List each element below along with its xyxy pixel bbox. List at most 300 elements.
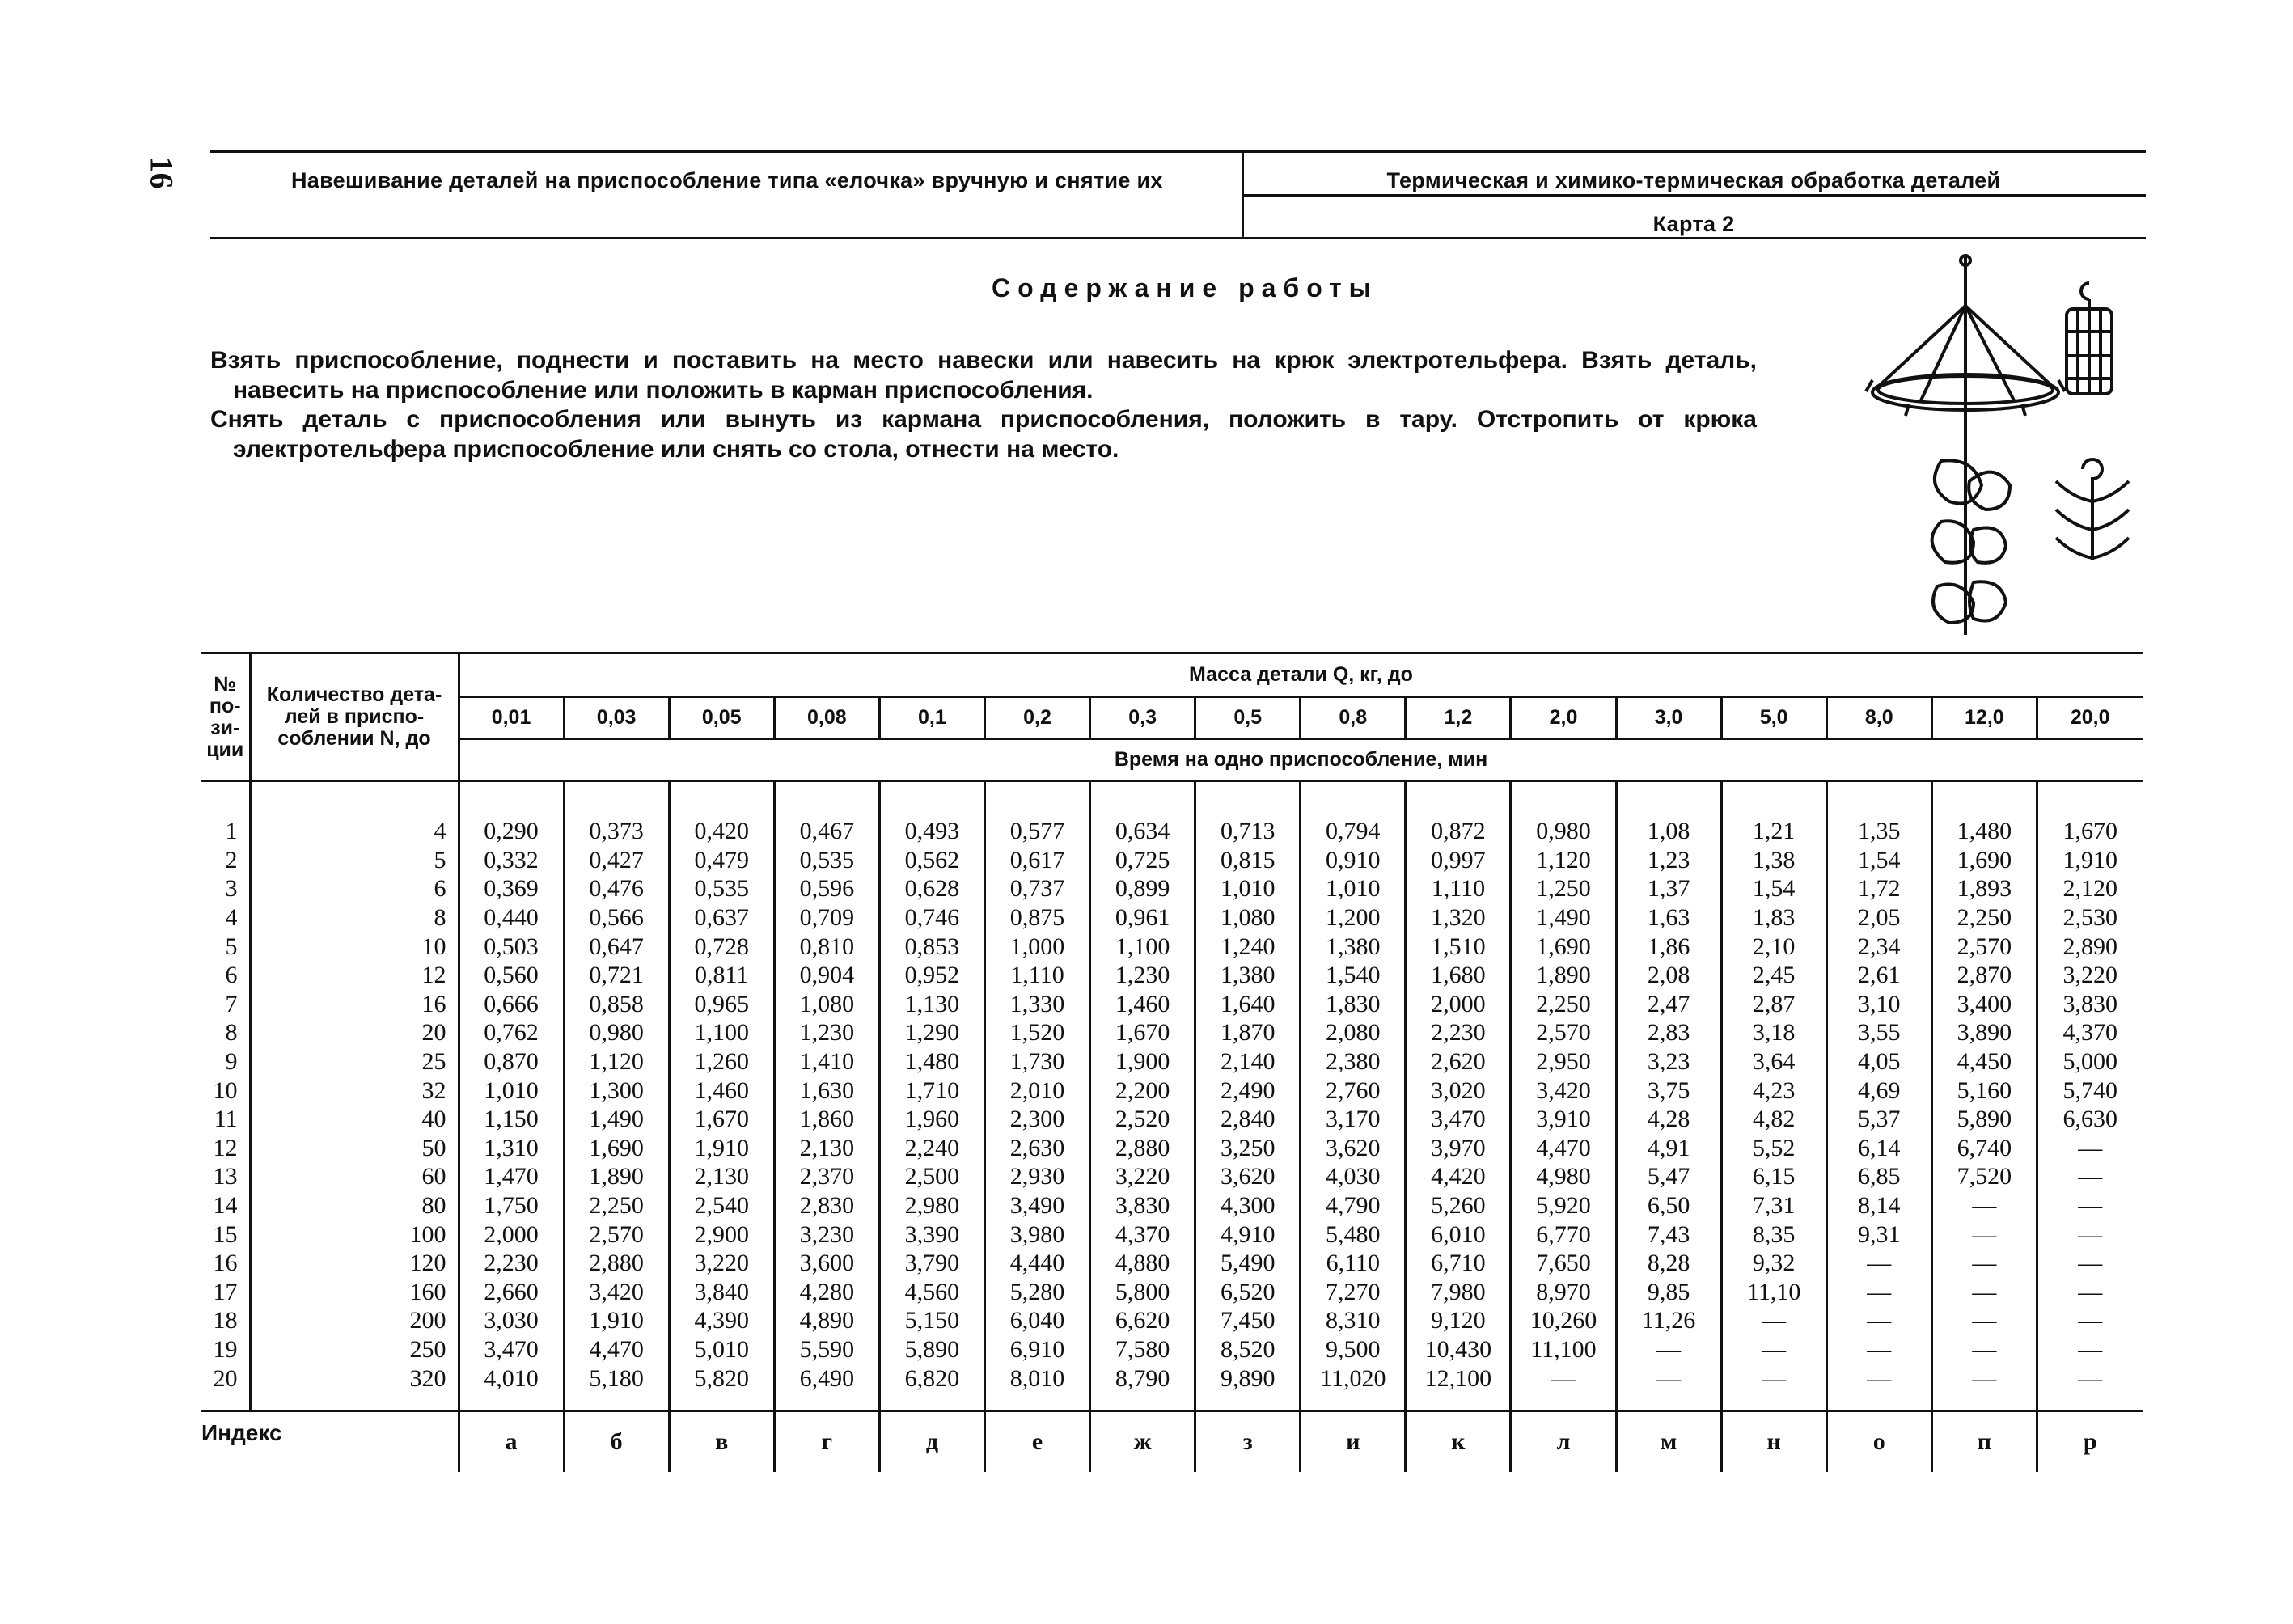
time-value: — [2037, 1220, 2142, 1250]
time-value: 1,540 [1301, 961, 1406, 990]
row-position-number: 9 [225, 1048, 238, 1076]
time-value: 5,280 [984, 1278, 1089, 1307]
time-value: 2,000 [1406, 990, 1511, 1019]
row-position-number: 20 [213, 1364, 238, 1392]
time-value: 2,570 [1931, 933, 2037, 962]
spacer-cell [1301, 1393, 1406, 1410]
spacer-cell [459, 1393, 564, 1410]
spacer-cell [1616, 781, 1721, 818]
time-value: 3,55 [1826, 1019, 1931, 1048]
time-value: 5,260 [1406, 1191, 1511, 1220]
time-value: 5,160 [1931, 1076, 2037, 1106]
index-letter: а [459, 1410, 564, 1472]
time-value: 3,830 [1090, 1191, 1195, 1220]
time-value: 1,110 [1406, 875, 1511, 904]
time-value: 0,332 [459, 846, 564, 875]
index-letter: е [984, 1410, 1089, 1472]
time-value: 0,872 [1406, 818, 1511, 847]
time-value: 2,45 [1721, 961, 1826, 990]
time-value: 1,670 [2037, 818, 2142, 847]
index-letter: и [1301, 1410, 1406, 1472]
position-number-header-line: № [214, 672, 237, 696]
time-value: 0,875 [984, 903, 1089, 933]
time-value: 1,410 [774, 1047, 879, 1076]
time-value: 0,762 [459, 1019, 564, 1048]
time-value: 4,370 [1090, 1220, 1195, 1250]
time-value: 3,220 [2037, 961, 2142, 990]
time-value: 1,690 [564, 1134, 669, 1163]
time-value: — [2037, 1278, 2142, 1307]
table-spacer [201, 1393, 2143, 1410]
spacer-cell [1511, 1393, 1616, 1410]
time-value: 1,520 [984, 1019, 1089, 1048]
time-value: — [1826, 1307, 1931, 1336]
row-parts-quantity: 6 [250, 875, 459, 904]
time-value: 4,23 [1721, 1076, 1826, 1106]
time-value: 2,010 [984, 1076, 1089, 1106]
time-value: 7,980 [1406, 1278, 1511, 1307]
time-value: 2,250 [1931, 903, 2037, 933]
mass-value: 5,0 [1721, 697, 1826, 739]
time-value: 0,634 [1090, 818, 1195, 847]
time-value: 1,010 [1195, 875, 1301, 904]
spacer-cell [1721, 1393, 1826, 1410]
time-value: 4,890 [774, 1307, 879, 1336]
time-value: 5,000 [2037, 1047, 2142, 1076]
time-value: 1,470 [459, 1163, 564, 1192]
time-value: 5,480 [1301, 1220, 1406, 1250]
time-value: 1,37 [1616, 875, 1721, 904]
time-value: 1,380 [1301, 933, 1406, 962]
time-value: 3,420 [564, 1278, 669, 1307]
mass-value: 0,3 [1090, 697, 1195, 739]
mass-value: 0,1 [879, 697, 984, 739]
time-value: 3,970 [1406, 1134, 1511, 1163]
time-value: 6,50 [1616, 1191, 1721, 1220]
time-value: 7,31 [1721, 1191, 1826, 1220]
table-spacer [201, 781, 2143, 818]
time-value: 5,52 [1721, 1134, 1826, 1163]
time-value: 2,380 [1301, 1047, 1406, 1076]
row-parts-quantity: 40 [250, 1105, 459, 1134]
parts-quantity-header [250, 653, 459, 781]
time-value: 2,930 [984, 1163, 1089, 1192]
time-value: 1,960 [879, 1105, 984, 1134]
time-value: 7,580 [1090, 1335, 1195, 1364]
time-value: 0,577 [984, 818, 1089, 847]
spacer-cell [774, 1393, 879, 1410]
time-value: — [1931, 1220, 2037, 1250]
row-position-number: 8 [225, 1019, 238, 1047]
row-position-number: 1 [225, 818, 238, 845]
time-value: 2,880 [564, 1249, 669, 1278]
time-value: 1,830 [1301, 990, 1406, 1019]
time-value: — [1931, 1335, 2037, 1364]
time-value: 5,740 [2037, 1076, 2142, 1106]
time-value: 8,520 [1195, 1335, 1301, 1364]
time-value: 1,460 [1090, 990, 1195, 1019]
time-value: 2,83 [1616, 1019, 1721, 1048]
time-value: 4,030 [1301, 1163, 1406, 1192]
section-title: Термическая и химико-термическая обработка деталей [1386, 168, 2001, 192]
mass-header: Масса детали Q, кг, до [459, 653, 2143, 697]
time-value: 0,811 [669, 961, 774, 990]
time-value: 3,620 [1195, 1163, 1301, 1192]
row-position-number: 3 [225, 875, 238, 903]
time-value: 2,950 [1511, 1047, 1616, 1076]
spacer-cell [1090, 781, 1195, 818]
fixture-illustration [1860, 251, 2135, 639]
time-value: — [1826, 1335, 1931, 1364]
time-value: 0,721 [564, 961, 669, 990]
time-value: 0,904 [774, 961, 879, 990]
time-value: 2,130 [774, 1134, 879, 1163]
table-row [201, 1364, 2143, 1394]
time-value: 0,980 [1511, 818, 1616, 847]
time-value: 1,630 [774, 1076, 879, 1106]
time-value: 1,110 [984, 961, 1089, 990]
mass-value: 0,5 [1195, 697, 1301, 739]
time-value: 6,620 [1090, 1307, 1195, 1336]
time-value: 3,030 [459, 1307, 564, 1336]
time-value: 3,470 [459, 1335, 564, 1364]
time-value: 2,230 [459, 1249, 564, 1278]
time-value: 0,440 [459, 903, 564, 933]
spacer-cell [1931, 1393, 2037, 1410]
time-value: 1,230 [1090, 961, 1195, 990]
row-position-number: 10 [213, 1076, 238, 1104]
time-value: 3,980 [984, 1220, 1089, 1250]
table-row [201, 846, 2143, 875]
time-value: 0,427 [564, 846, 669, 875]
time-value: 6,010 [1406, 1220, 1511, 1250]
time-value: 4,880 [1090, 1249, 1195, 1278]
time-value: 0,637 [669, 903, 774, 933]
time-value: 2,620 [1406, 1047, 1511, 1076]
time-value: 1,63 [1616, 903, 1721, 933]
table-row [201, 1191, 2143, 1220]
table-row [201, 1019, 2143, 1048]
time-value: 0,647 [564, 933, 669, 962]
row-parts-quantity: 320 [250, 1364, 459, 1394]
spacer-cell [879, 781, 984, 818]
time-value: 9,500 [1301, 1335, 1406, 1364]
time-value: 1,130 [879, 990, 984, 1019]
time-value: — [2037, 1134, 2142, 1163]
time-value: 11,020 [1301, 1364, 1406, 1394]
row-parts-quantity: 20 [250, 1019, 459, 1048]
time-value: 1,080 [1195, 903, 1301, 933]
time-value: 1,893 [1931, 875, 2037, 904]
time-value: — [1826, 1249, 1931, 1278]
spacer-cell [1826, 1393, 1931, 1410]
time-value: 3,470 [1406, 1105, 1511, 1134]
time-value: 5,010 [669, 1335, 774, 1364]
time-value: 2,080 [1301, 1019, 1406, 1048]
time-value: 2,370 [774, 1163, 879, 1192]
mass-value: 2,0 [1511, 697, 1616, 739]
time-value: 2,980 [879, 1191, 984, 1220]
time-value: 0,899 [1090, 875, 1195, 904]
time-value: 4,420 [1406, 1163, 1511, 1192]
index-letter: р [2037, 1410, 2142, 1472]
time-value: 1,83 [1721, 903, 1826, 933]
row-parts-quantity: 80 [250, 1191, 459, 1220]
time-value: 3,10 [1826, 990, 1931, 1019]
time-value: 0,728 [669, 933, 774, 962]
time-value: 2,840 [1195, 1105, 1301, 1134]
time-value: 2,540 [669, 1191, 774, 1220]
time-value: 4,28 [1616, 1105, 1721, 1134]
row-position-number: 18 [213, 1307, 238, 1334]
time-value: 0,290 [459, 818, 564, 847]
index-letter: м [1616, 1410, 1721, 1472]
time-value: 1,490 [564, 1105, 669, 1134]
time-value: 0,369 [459, 875, 564, 904]
time-value: 1,72 [1826, 875, 1931, 904]
row-parts-quantity: 120 [250, 1249, 459, 1278]
spacer-cell [564, 781, 669, 818]
index-letter: к [1406, 1410, 1511, 1472]
time-value: 3,170 [1301, 1105, 1406, 1134]
row-parts-quantity: 200 [250, 1307, 459, 1336]
time-value: 1,310 [459, 1134, 564, 1163]
spacer-cell [1616, 1393, 1721, 1410]
time-value: 3,75 [1616, 1076, 1721, 1106]
row-position-number: 4 [225, 904, 238, 932]
cups-on-hanger-icon [1932, 445, 2010, 635]
time-value: 2,900 [669, 1220, 774, 1250]
time-value: 2,500 [879, 1163, 984, 1192]
time-value: 1,100 [669, 1019, 774, 1048]
time-value: 0,713 [1195, 818, 1301, 847]
parts-quantity-header-line: соблении N, до [277, 727, 431, 750]
time-value: 1,910 [669, 1134, 774, 1163]
time-value: 2,300 [984, 1105, 1089, 1134]
time-value: 2,34 [1826, 933, 1931, 962]
time-value: 6,740 [1931, 1134, 2037, 1163]
time-value: 4,05 [1826, 1047, 1931, 1076]
time-value: 4,560 [879, 1278, 984, 1307]
time-value: 4,010 [459, 1364, 564, 1394]
time-value: 0,997 [1406, 846, 1511, 875]
table-row [201, 1163, 2143, 1192]
header-mid-rule [1242, 194, 2146, 197]
time-value: 1,54 [1721, 875, 1826, 904]
time-value: 2,870 [1931, 961, 2037, 990]
time-value: 7,43 [1616, 1220, 1721, 1250]
spacer-cell [201, 1393, 250, 1410]
time-value: 10,260 [1511, 1307, 1616, 1336]
mass-value: 0,05 [669, 697, 774, 739]
time-value: 4,82 [1721, 1105, 1826, 1134]
time-value: 1,86 [1616, 933, 1721, 962]
page-number: 16 [143, 156, 180, 189]
row-position-number: 15 [213, 1220, 238, 1248]
time-value: 6,490 [774, 1364, 879, 1394]
table-row [201, 1076, 2143, 1106]
time-value: 4,280 [774, 1278, 879, 1307]
time-value: 0,562 [879, 846, 984, 875]
time-value: 11,26 [1616, 1307, 1721, 1336]
index-letter: з [1195, 1410, 1301, 1472]
row-parts-quantity: 10 [250, 933, 459, 962]
mass-value: 8,0 [1826, 697, 1931, 739]
time-value: 1,000 [984, 933, 1089, 962]
time-value: 2,87 [1721, 990, 1826, 1019]
time-value: 0,628 [879, 875, 984, 904]
time-value: 8,35 [1721, 1220, 1826, 1250]
time-value: 4,470 [564, 1335, 669, 1364]
mass-value: 0,2 [984, 697, 1089, 739]
time-value: — [2037, 1307, 2142, 1336]
time-value: 2,47 [1616, 990, 1721, 1019]
time-value: 0,467 [774, 818, 879, 847]
index-row [201, 1410, 2143, 1472]
row-parts-quantity: 60 [250, 1163, 459, 1192]
time-value: 4,980 [1511, 1163, 1616, 1192]
row-position-number: 5 [225, 933, 238, 960]
time-value: 0,737 [984, 875, 1089, 904]
mass-value: 3,0 [1616, 697, 1721, 739]
time-value: — [1931, 1191, 2037, 1220]
time-value: 0,535 [774, 846, 879, 875]
row-position-number: 11 [214, 1106, 238, 1133]
spacer-cell [1511, 781, 1616, 818]
row-parts-quantity: 5 [250, 846, 459, 875]
time-value: 0,560 [459, 961, 564, 990]
time-value: 3,18 [1721, 1019, 1826, 1048]
table-row [201, 1134, 2143, 1163]
time-value: 0,566 [564, 903, 669, 933]
time-value: 4,910 [1195, 1220, 1301, 1250]
table-row [201, 1105, 2143, 1134]
spacer-cell [879, 1393, 984, 1410]
time-header: Время на одно приспособление, мин [459, 739, 2143, 781]
spacer-cell [250, 1393, 459, 1410]
time-value: 3,220 [1090, 1163, 1195, 1192]
time-header-row [201, 739, 2143, 781]
time-value: 0,965 [669, 990, 774, 1019]
time-value: 3,400 [1931, 990, 2037, 1019]
time-value: 2,120 [2037, 875, 2142, 904]
time-value: 2,05 [1826, 903, 1931, 933]
table-row [201, 875, 2143, 904]
time-value: — [2037, 1163, 2142, 1192]
time-value: 8,28 [1616, 1249, 1721, 1278]
time-value: 3,420 [1511, 1076, 1616, 1106]
time-value: 2,660 [459, 1278, 564, 1307]
spacer-cell [2037, 1393, 2142, 1410]
index-letter: п [1931, 1410, 2037, 1472]
time-value: 9,31 [1826, 1220, 1931, 1250]
spacer-cell [1090, 1393, 1195, 1410]
work-line: Снять деталь с приспособления или вынуть из кармана приспособления, положить в тару. Отстропить от крюка [210, 406, 1757, 433]
mass-value: 1,2 [1406, 697, 1511, 739]
time-value: 0,910 [1301, 846, 1406, 875]
time-value: 1,290 [879, 1019, 984, 1048]
time-value: 5,490 [1195, 1249, 1301, 1278]
time-value: 0,503 [459, 933, 564, 962]
position-number-header-line: ции [206, 738, 244, 761]
row-position-number: 7 [225, 990, 238, 1017]
spacer-cell [1826, 781, 1931, 818]
time-value: 0,961 [1090, 903, 1195, 933]
time-value: 5,800 [1090, 1278, 1195, 1307]
time-value: 3,230 [774, 1220, 879, 1250]
time-value: 4,370 [2037, 1019, 2142, 1048]
time-value: — [1616, 1335, 1721, 1364]
time-value: 1,490 [1511, 903, 1616, 933]
index-letter: г [774, 1410, 879, 1472]
table-row [201, 1047, 2143, 1076]
time-value: 0,858 [564, 990, 669, 1019]
table-header-row [201, 653, 2143, 697]
index-letter: л [1511, 1410, 1616, 1472]
spacer-cell [669, 1393, 774, 1410]
time-value: 6,520 [1195, 1278, 1301, 1307]
operation-title: Навешивание деталей на приспособление типа «елочка» вручную и снятие их [291, 168, 1163, 192]
row-position-number: 19 [213, 1335, 238, 1363]
time-value: 1,640 [1195, 990, 1301, 1019]
mass-value: 0,01 [459, 697, 564, 739]
time-value: 1,460 [669, 1076, 774, 1106]
time-value: 1,690 [1511, 933, 1616, 962]
time-value: 3,830 [2037, 990, 2142, 1019]
index-letter: б [564, 1410, 669, 1472]
time-value: 2,250 [1511, 990, 1616, 1019]
index-letter: о [1826, 1410, 1931, 1472]
time-value: 3,620 [1301, 1134, 1406, 1163]
spacer-cell [201, 781, 250, 818]
table-row [201, 1335, 2143, 1364]
time-value: 0,853 [879, 933, 984, 962]
time-value: 9,890 [1195, 1364, 1301, 1394]
table-row [201, 1278, 2143, 1307]
time-value: 5,820 [669, 1364, 774, 1394]
time-value: 7,520 [1931, 1163, 2037, 1192]
time-value: — [1826, 1364, 1931, 1394]
row-parts-quantity: 8 [250, 903, 459, 933]
table-row [201, 903, 2143, 933]
position-number-header-line: зи- [210, 716, 240, 739]
time-value: 5,37 [1826, 1105, 1931, 1134]
work-line: навесить на приспособление или положить в карман приспособления. [233, 376, 1094, 404]
table-row [201, 1307, 2143, 1336]
time-value: 3,600 [774, 1249, 879, 1278]
time-value: 1,150 [459, 1105, 564, 1134]
table-row [201, 1249, 2143, 1278]
time-value: 8,790 [1090, 1364, 1195, 1394]
time-value: 2,200 [1090, 1076, 1195, 1106]
time-value: 3,790 [879, 1249, 984, 1278]
table-row [201, 933, 2143, 962]
time-value: 5,590 [774, 1335, 879, 1364]
time-value: 0,980 [564, 1019, 669, 1048]
time-value: 8,010 [984, 1364, 1089, 1394]
time-value: 1,23 [1616, 846, 1721, 875]
time-value: 1,120 [1511, 846, 1616, 875]
row-parts-quantity: 16 [250, 990, 459, 1019]
index-label: Индекс [201, 1410, 459, 1472]
time-value: 0,794 [1301, 818, 1406, 847]
time-value: — [1931, 1249, 2037, 1278]
time-value: 2,61 [1826, 961, 1931, 990]
table-row [201, 961, 2143, 990]
mass-value: 0,03 [564, 697, 669, 739]
row-parts-quantity: 12 [250, 961, 459, 990]
row-parts-quantity: 25 [250, 1047, 459, 1076]
